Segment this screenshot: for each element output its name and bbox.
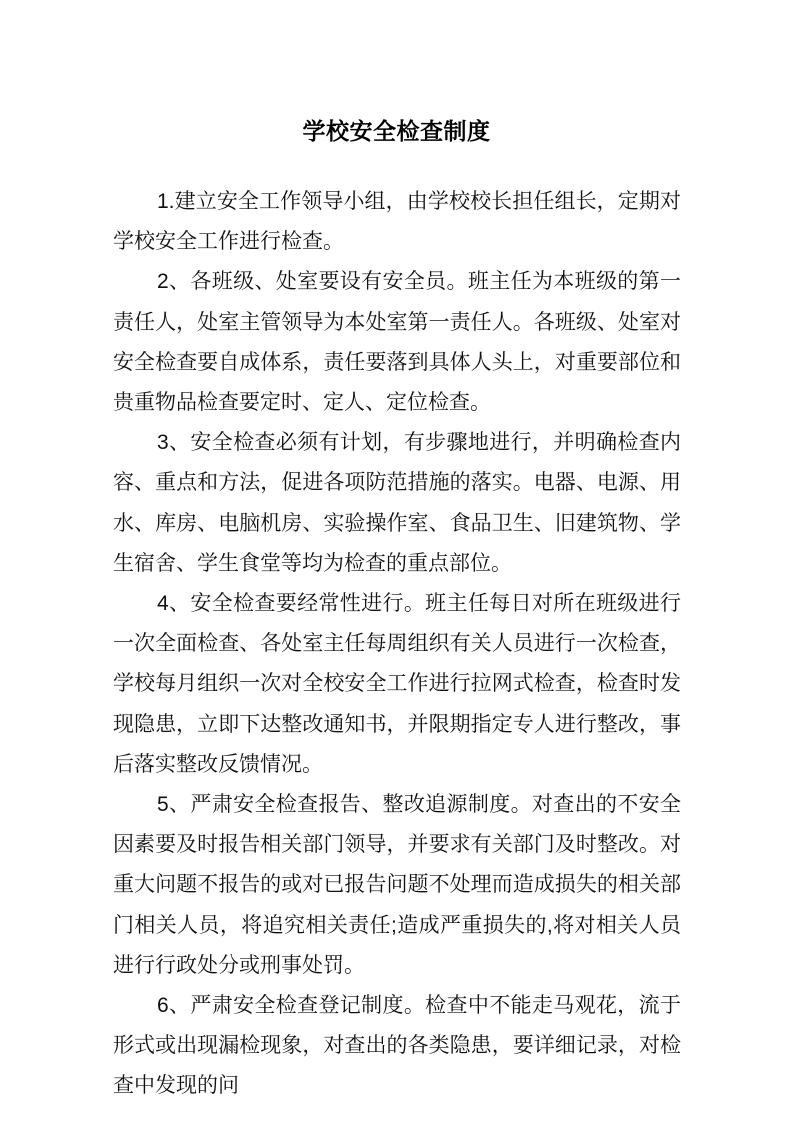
paragraph-6: 6、严肃安全检查登记制度。检查中不能走马观花，流于形式或出现漏检现象，对查出的各类隐患，要详细记录，对检查中发现的问 — [113, 994, 681, 1098]
document-body — [113, 182, 681, 1107]
page-title: 学校安全检查制度 — [302, 118, 491, 145]
paragraph-4: 4、安全检查要经常性进行。班主任每日对所在班级进行一次全面检查、各处室主任每周组织有关人员进行一次检查，学校每月组织一次对全校安全工作进行拉网式检查，检查时发现隐患，立即下达整改通知书，并限期指定专人进行整改，事后落实整改反馈情况。 — [113, 592, 681, 776]
paragraph-3: 3、安全检查必须有计划，有步骤地进行，并明确检查内容、重点和方法，促进各项防范措施的落实。电器、电源、用水、库房、电脑机房、实验操作室、食品卫生、旧建筑物、学生宿舍、学生食堂等均为检查的重点部位。 — [113, 431, 681, 575]
paragraph-5: 5、严肃安全检查报告、整改追源制度。对查出的不安全因素要及时报告相关部门领导，并要求有关部门及时整改。对重大问题不报告的或对已报告问题不处理而造成损失的相关部门相关人员，将追究相关责任;造成严重损失的,将对相关人员进行行政处分或刑事处罚。 — [113, 793, 681, 977]
paragraph-1: 1.建立安全工作领导小组，由学校校长担任组长，定期对学校安全工作进行检查。 — [113, 190, 681, 254]
paragraph-2: 2、各班级、处室要设有安全员。班主任为本班级的第一责任人，处室主管领导为本处室第一责任人。各班级、处室对安全检查要自成体系，责任要落到具体人头上，对重要部位和贵重物品检查要定时、定人、定位检查。 — [113, 270, 681, 415]
